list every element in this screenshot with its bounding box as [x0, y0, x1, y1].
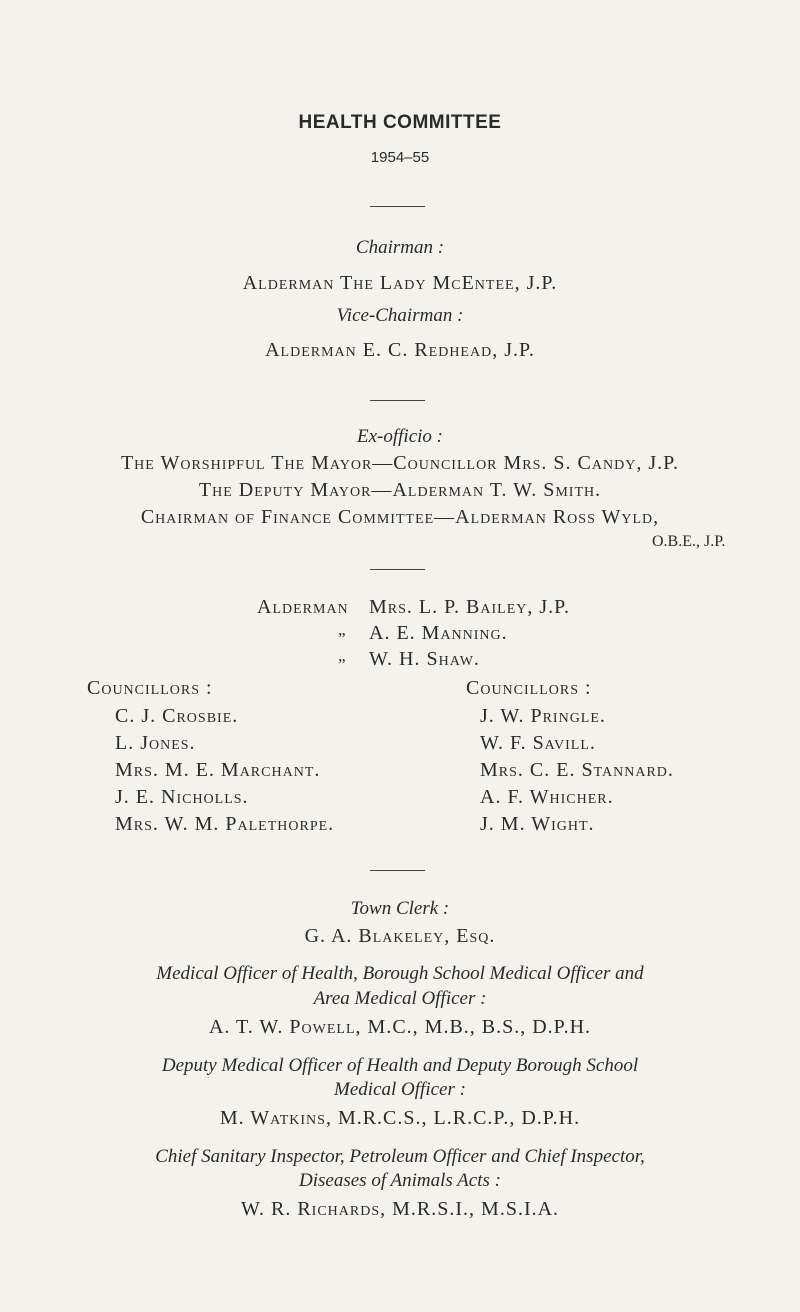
chief-inspector-name: W. R. Richards, M.R.S.I., M.S.I.A. [240, 1198, 560, 1220]
alderman-name: Mrs. L. P. Bailey, J.P. [369, 596, 571, 618]
divider [370, 400, 425, 401]
town-clerk-name: G. A. Blakeley, Esq. [304, 925, 496, 947]
councillor-name: Mrs. M. E. Marchant. [115, 759, 321, 781]
councillor-name: L. Jones. [115, 732, 196, 754]
councillor-name: C. J. Crosbie. [115, 705, 239, 727]
divider [370, 870, 425, 871]
ditto-mark: „ [338, 620, 346, 639]
councillor-name: Mrs. W. M. Palethorpe. [115, 813, 335, 835]
ex-officio-label: Ex-officio : [357, 426, 443, 447]
deputy-moh-name: M. Watkins, M.R.C.S., L.R.C.P., D.P.H. [219, 1107, 581, 1129]
councillor-name: Mrs. C. E. Stannard. [480, 759, 674, 781]
councillors-left-label: Councillors : [87, 677, 213, 699]
moh-label: Area Medical Officer : [313, 988, 487, 1009]
deputy-moh-label: Deputy Medical Officer of Health and Deputy Borough School [161, 1055, 639, 1076]
chief-inspector-label: Diseases of Animals Acts : [299, 1170, 501, 1191]
vice-chairman-name: Alderman E. C. Redhead, J.P. [265, 339, 535, 361]
deputy-moh-label: Medical Officer : [334, 1079, 466, 1100]
divider [370, 206, 425, 207]
ditto-mark: „ [338, 646, 346, 665]
councillor-name: A. F. Whicher. [480, 786, 614, 808]
councillor-name: J. M. Wight. [480, 813, 595, 835]
aldermen-label: Alderman [257, 596, 349, 618]
alderman-name: W. H. Shaw. [369, 648, 480, 670]
chairman-label: Chairman : [355, 237, 445, 258]
divider [370, 569, 425, 570]
committee-years: 1954–55 [370, 149, 430, 166]
alderman-name: A. E. Manning. [369, 622, 508, 644]
councillor-name: J. W. Pringle. [480, 705, 606, 727]
chairman-name: Alderman The Lady McEntee, J.P. [242, 272, 558, 294]
ex-officio-line: Chairman of Finance Committee—Alderman Ross Wyld, [140, 506, 660, 528]
vice-chairman-label: Vice-Chairman : [336, 305, 464, 326]
ex-officio-line: The Worshipful The Mayor—Councillor Mrs. S. Candy, J.P. [120, 452, 680, 474]
councillor-name: W. F. Savill. [480, 732, 596, 754]
page-title: HEALTH COMMITTEE [298, 112, 502, 133]
councillors-right-label: Councillors : [466, 677, 592, 699]
town-clerk-label: Town Clerk : [350, 898, 450, 919]
chief-inspector-label: Chief Sanitary Inspector, Petroleum Officer and Chief Inspector, [155, 1146, 645, 1167]
ex-officio-honours: O.B.E., J.P. [652, 533, 726, 550]
councillor-name: J. E. Nicholls. [115, 786, 249, 808]
moh-label: Medical Officer of Health, Borough School Medical Officer and [156, 963, 644, 984]
moh-name: A. T. W. Powell, M.C., M.B., B.S., D.P.H. [208, 1016, 592, 1038]
ex-officio-line: The Deputy Mayor—Alderman T. W. Smith. [198, 479, 602, 501]
